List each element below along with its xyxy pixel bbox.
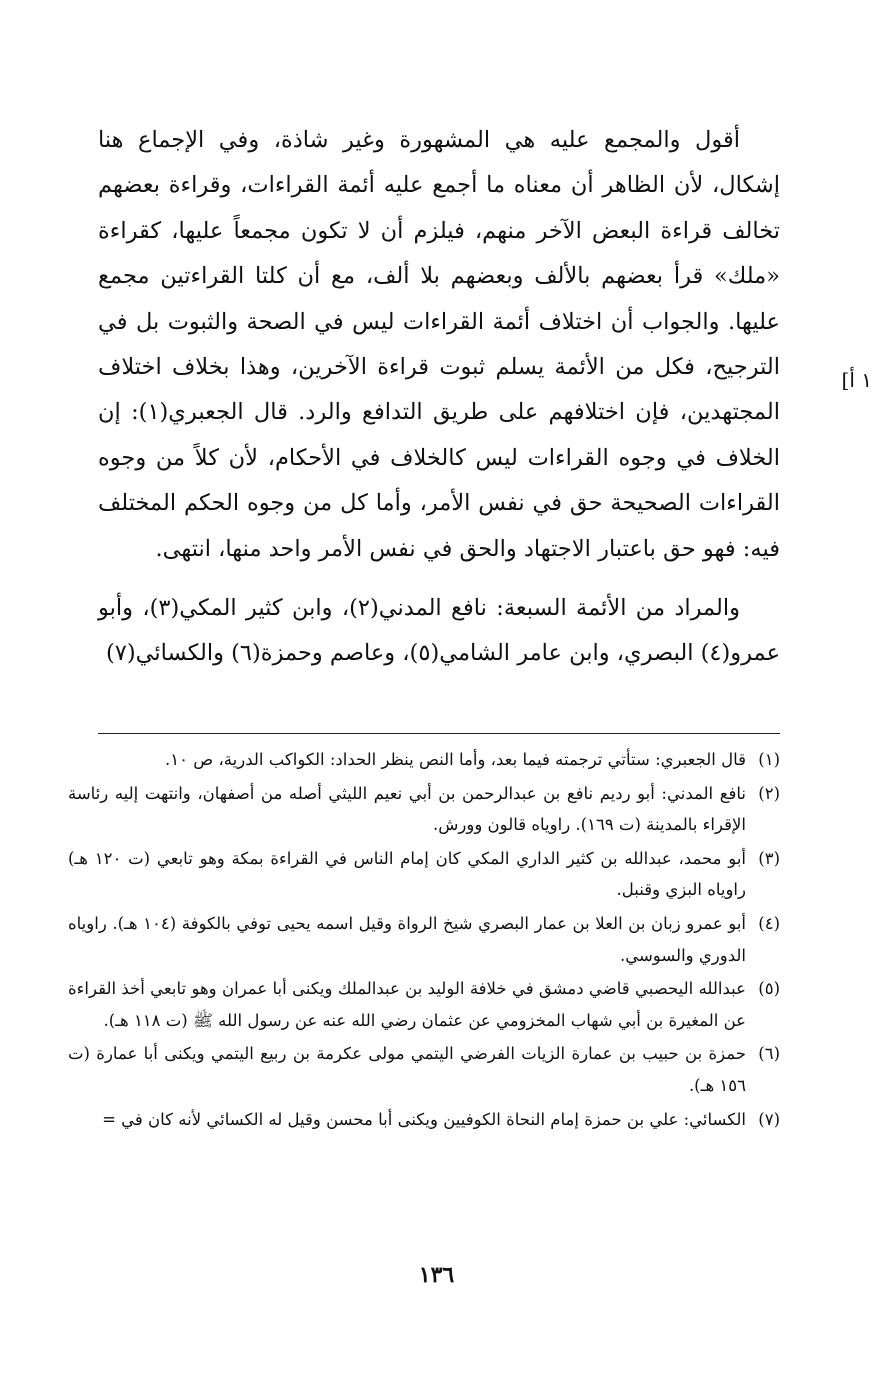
main-text <box>98 118 780 677</box>
paragraph-1: أقول والمجمع عليه هي المشهورة وغير شاذة، وفي الإجماع هنا إشكال، لأن الظاهر أن معناه ما أجمع عليه أئمة القراءات، وقراءة بعضهم تخالف قراءة البعض الآخر منهم، فيلزم أن لا تكون مجمعاً عليها، كقراءة «ملك» قرأ بعضهم بالألف وبعضهم بلا ألف، مع أن كلتا القراءتين مجمع عليها. والجواب أن اختلاف أئمة القراءات ليس في الصحة والثبوت بل في الترجيح، فكل من الأئمة يسلم ثبوت قراءة الآخرين، وهذا بخلاف اختلاف المجتهدين، فإن اختلافهم على طريق التدافع والرد. قال الجعبري(١): إن الخلاف في وجوه القراءات ليس كالخلاف في الأحكام، لأن كلاً من وجوه القراءات الصحيحة حق في نفس الأمر، وأما كل من وجوه الحكم المختلف فيه: فهو حق باعتبار الاجتهاد والحق في نفس الأمر واحد منها، انتهى. <box>98 127 780 562</box>
footnote-text: قال الجعبري: ستأتي ترجمته فيما بعد، وأما النص ينظر الحداد: الكواكب الدرية، ص ١٠. <box>165 750 746 769</box>
footnote-1 <box>68 744 780 776</box>
footnote-number: (٧) <box>758 1109 780 1129</box>
footnote-text: الكسائي: علي بن حمزة إمام النحاة الكوفيين ويكنى أبا محسن وقيل له الكسائي لأنه كان في = <box>102 1109 746 1129</box>
footnote-divider <box>98 733 780 734</box>
footnote-number: (٤) <box>758 913 780 933</box>
footnote-2 <box>68 778 780 841</box>
footnote-4 <box>68 908 780 971</box>
footnote-text: حمزة بن حبيب بن عمارة الزيات الفرضي اليتمي مولى عكرمة بن ربيع اليتمي ويكنى أبا عمارة (ت ١٥٦ هـ). <box>68 1044 746 1095</box>
page-number: ١٣٦ <box>418 1262 455 1288</box>
footnote-number: (٥) <box>758 979 780 999</box>
footnote-text: أبو محمد، عبدالله بن كثير الداري المكي كان إمام الناس في القراءة بمكة وهو تابعي (ت ١٢٠ هـ) راوياه البزي وقنبل. <box>68 848 746 900</box>
footnote-5 <box>68 973 780 1036</box>
footnote-6 <box>68 1038 780 1101</box>
footnote-7 <box>68 1104 780 1136</box>
footnote-number: (١) <box>758 750 780 769</box>
margin-folio-note: ١ أ] <box>841 368 872 392</box>
footnote-text: عبدالله اليحصبي قاضي دمشق في خلافة الوليد بن عبدالملك ويكنى أبا عمران وهو تابعي أخذ القراءة عن المغيرة بن أبي شهاب المخزومي عن عثمان رضي الله عنه عن رسول الله ﷺ (ت ١١٨ هـ). <box>68 979 746 1030</box>
footnote-number: (٣) <box>758 848 780 868</box>
footnote-text: أبو عمرو زبان بن العلا بن عمار البصري شيخ الرواة وقيل اسمه يحيى توفي بالكوفة (١٠٤ هـ). راوياه الدوري والسوسي. <box>68 913 747 965</box>
paragraph-2: والمراد من الأئمة السبعة: نافع المدني(٢)، وابن كثير المكي(٣)، وأبو عمرو(٤) البصري، وابن عامر الشامي(٥)، وعاصم وحمزة(٦) والكسائي(٧) <box>98 595 780 667</box>
footnote-number: (٢) <box>758 783 780 803</box>
footnote-number: (٦) <box>758 1044 780 1064</box>
footnotes <box>68 744 780 1137</box>
footnote-3 <box>68 843 780 906</box>
footnote-text: نافع المدني: أبو رديم نافع بن عبدالرحمن بن أبي نعيم الليثي أصله من أصفهان، وانتهت إليه رئاسة الإقراء بالمدينة (ت ١٦٩). راوياه قالون وورش. <box>68 783 746 835</box>
